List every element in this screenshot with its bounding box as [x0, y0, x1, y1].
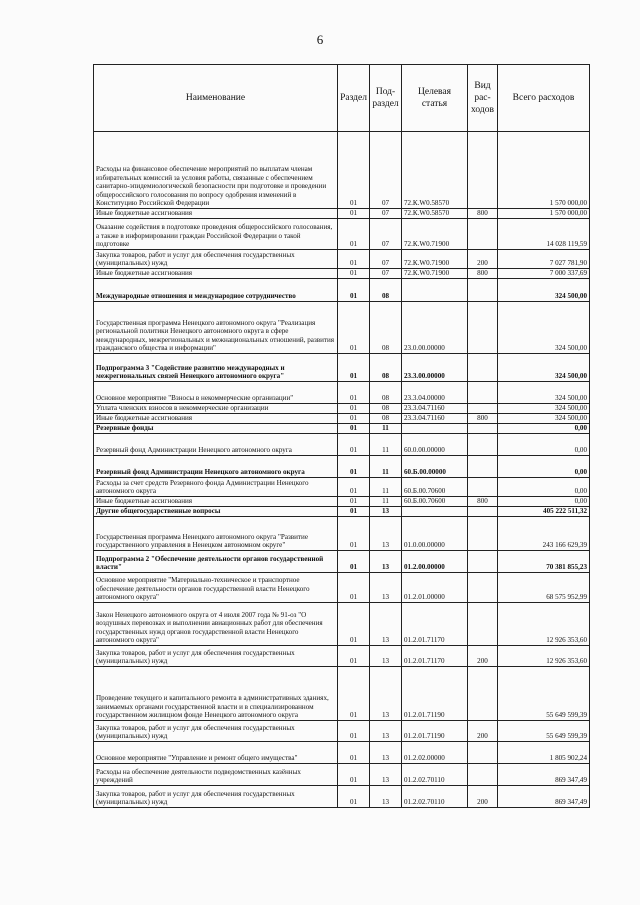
cell-expense-type	[468, 603, 498, 646]
cell-subsection: 13	[370, 603, 402, 646]
header-total	[498, 65, 590, 132]
cell-total: 12 926 353,60	[498, 603, 590, 646]
table-row	[94, 786, 590, 808]
cell-section: 01	[338, 404, 370, 414]
cell-subsection: 13	[370, 551, 402, 573]
cell-section: 01	[338, 279, 370, 302]
cell-expense-type: 200	[468, 786, 498, 808]
table-row	[94, 302, 590, 354]
table-row	[94, 517, 590, 551]
cell-article	[402, 507, 468, 517]
cell-name: Основное мероприятие "Управление и ремонт общего имущества"	[94, 742, 338, 764]
cell-total: 324 500,00	[498, 302, 590, 354]
cell-article: 01.2.01.71170	[402, 603, 468, 646]
cell-article	[402, 279, 468, 302]
cell-subsection: 13	[370, 507, 402, 517]
cell-expense-type: 200	[468, 646, 498, 667]
cell-subsection: 13	[370, 573, 402, 603]
cell-total: 68 575 952,99	[498, 573, 590, 603]
cell-total: 7 000 337,69	[498, 269, 590, 279]
table-row	[94, 667, 590, 721]
cell-total: 55 649 599,39	[498, 667, 590, 721]
cell-subsection: 13	[370, 786, 402, 808]
table-row	[94, 424, 590, 434]
header-section-label: Раздел	[340, 93, 367, 103]
cell-article: 23.3.04.71160	[402, 404, 468, 414]
table-row	[94, 603, 590, 646]
cell-expense-type: 800	[468, 269, 498, 279]
cell-section: 01	[338, 456, 370, 478]
cell-article: 01.2.02.70110	[402, 786, 468, 808]
cell-total: 324 500,00	[498, 354, 590, 382]
cell-article: 60.Б.00.00000	[402, 456, 468, 478]
table-row	[94, 497, 590, 507]
cell-section: 01	[338, 269, 370, 279]
cell-subsection: 11	[370, 478, 402, 497]
cell-subsection: 08	[370, 354, 402, 382]
cell-expense-type	[468, 478, 498, 497]
table-row	[94, 478, 590, 497]
table-row	[94, 551, 590, 573]
cell-expense-type	[468, 517, 498, 551]
cell-section: 01	[338, 302, 370, 354]
cell-name: Основное мероприятие "Материально-техническое и транспортное обеспечение деятельности органов государственной власти Ненецкого автономного округа"	[94, 573, 338, 603]
cell-section: 01	[338, 382, 370, 404]
cell-article: 60.0.00.00000	[402, 434, 468, 456]
cell-subsection: 13	[370, 646, 402, 667]
cell-name: Резервный фонд Администрации Ненецкого автономного округа	[94, 456, 338, 478]
cell-total: 405 222 511,32	[498, 507, 590, 517]
table-row	[94, 354, 590, 382]
cell-section: 01	[338, 573, 370, 603]
cell-article: 72.К.W0.58570	[402, 209, 468, 219]
table-row	[94, 414, 590, 424]
header-name	[94, 65, 338, 132]
cell-article: 01.2.01.00000	[402, 573, 468, 603]
cell-article: 23.3.00.00000	[402, 354, 468, 382]
cell-name: Уплата членских взносов в некоммерческие организации	[94, 404, 338, 414]
cell-section: 01	[338, 424, 370, 434]
cell-article: 60.Б.00.70600	[402, 478, 468, 497]
cell-name: Международные отношения и международное сотрудничество	[94, 279, 338, 302]
cell-section: 01	[338, 721, 370, 742]
cell-name: Закон Ненецкого автономного округа от 4 июля 2007 года № 91-оз "О воздушных перевозках и выполнении авиационных работ для обеспечения государственных нужд органов государственной власти Ненецкого автономного округа"	[94, 603, 338, 646]
table-row	[94, 132, 590, 209]
cell-total: 0,00	[498, 456, 590, 478]
cell-expense-type: 800	[468, 497, 498, 507]
cell-total: 243 166 629,39	[498, 517, 590, 551]
table-row	[94, 742, 590, 764]
cell-total: 55 649 599,39	[498, 721, 590, 742]
cell-subsection: 07	[370, 132, 402, 209]
table-body	[94, 132, 590, 808]
cell-total: 324 500,00	[498, 279, 590, 302]
cell-section: 01	[338, 209, 370, 219]
cell-total: 7 027 781,90	[498, 250, 590, 269]
cell-section: 01	[338, 646, 370, 667]
cell-subsection: 07	[370, 250, 402, 269]
cell-name: Государственная программа Ненецкого автономного округа "Развитие государственного управления в Ненецком автономном округе"	[94, 517, 338, 551]
header-name-label: Наименование	[185, 93, 246, 103]
cell-article: 01.0.00.00000	[402, 517, 468, 551]
cell-expense-type	[468, 279, 498, 302]
header-expense-type	[468, 65, 498, 132]
cell-section: 01	[338, 497, 370, 507]
cell-name: Закупка товаров, работ и услуг для обеспечения государственных (муниципальных) нужд	[94, 721, 338, 742]
cell-section: 01	[338, 603, 370, 646]
cell-total: 0,00	[498, 478, 590, 497]
cell-name: Иные бюджетные ассигнования	[94, 209, 338, 219]
cell-article: 60.Б.00.70600	[402, 497, 468, 507]
cell-expense-type	[468, 507, 498, 517]
cell-subsection: 13	[370, 764, 402, 786]
cell-section: 01	[338, 507, 370, 517]
table-row	[94, 456, 590, 478]
cell-article: 23.0.00.00000	[402, 302, 468, 354]
cell-section: 01	[338, 551, 370, 573]
cell-expense-type	[468, 667, 498, 721]
cell-expense-type	[468, 219, 498, 250]
cell-subsection: 11	[370, 424, 402, 434]
header-expense-type-label: Вид рас- ходов	[471, 81, 494, 115]
cell-total: 1 570 000,00	[498, 132, 590, 209]
cell-name: Другие общегосударственные вопросы	[94, 507, 338, 517]
cell-expense-type: 800	[468, 209, 498, 219]
cell-total: 1 570 000,00	[498, 209, 590, 219]
cell-name: Резервные фонды	[94, 424, 338, 434]
cell-name: Государственная программа Ненецкого автономного округа "Реализация региональной политики Ненецкого автономного округа в сфере международных, межрегиональных и межнациональных отношений, развития гражданского общества и информации"	[94, 302, 338, 354]
cell-name: Расходы за счет средств Резервного фонда Администрации Ненецкого автономного округа	[94, 478, 338, 497]
cell-name: Иные бюджетные ассигнования	[94, 414, 338, 424]
cell-article: 72.К.W0.71900	[402, 219, 468, 250]
cell-name: Подпрограмма 2 "Обеспечение деятельности органов государственной власти"	[94, 551, 338, 573]
cell-name: Закупка товаров, работ и услуг для обеспечения государственных (муниципальных) нужд	[94, 786, 338, 808]
cell-article: 23.3.04.00000	[402, 382, 468, 404]
cell-expense-type	[468, 742, 498, 764]
cell-article: 01.2.01.71190	[402, 667, 468, 721]
cell-total: 12 926 353,60	[498, 646, 590, 667]
cell-total: 324 500,00	[498, 414, 590, 424]
cell-subsection: 08	[370, 404, 402, 414]
cell-subsection: 07	[370, 219, 402, 250]
cell-name: Расходы на финансовое обеспечение мероприятий по выплатам членам избирательных комиссий за условия работы, связанные с обеспечением санитарно-эпидемиологической безопасности при подготовке и проведении общероссийского голосования по вопросу одобрения изменений в Конституцию Российской Федерации	[94, 132, 338, 209]
cell-section: 01	[338, 250, 370, 269]
cell-expense-type	[468, 573, 498, 603]
cell-name: Закупка товаров, работ и услуг для обеспечения государственных (муниципальных) нужд	[94, 250, 338, 269]
cell-expense-type: 200	[468, 250, 498, 269]
cell-article: 72.К.W0.71900	[402, 269, 468, 279]
cell-total: 869 347,49	[498, 764, 590, 786]
table-row	[94, 250, 590, 269]
cell-subsection: 13	[370, 667, 402, 721]
cell-section: 01	[338, 354, 370, 382]
cell-total: 0,00	[498, 424, 590, 434]
table-row	[94, 721, 590, 742]
cell-section: 01	[338, 434, 370, 456]
cell-article: 01.2.01.71190	[402, 721, 468, 742]
table-row	[94, 269, 590, 279]
page-number: 6	[316, 32, 324, 47]
header-subsection	[370, 65, 402, 132]
cell-name: Проведение текущего и капитального ремонта в административных зданиях, занимаемых органами государственной власти и в специализированном государственном жилищном фонде Ненецкого автономного округа	[94, 667, 338, 721]
cell-total: 14 028 119,59	[498, 219, 590, 250]
cell-article: 72.К.W0.58570	[402, 132, 468, 209]
cell-name: Основное мероприятие "Взносы в некоммерческие организации"	[94, 382, 338, 404]
cell-section: 01	[338, 667, 370, 721]
cell-article: 01.2.00.00000	[402, 551, 468, 573]
cell-section: 01	[338, 517, 370, 551]
cell-section: 01	[338, 478, 370, 497]
cell-total: 869 347,49	[498, 786, 590, 808]
cell-subsection: 13	[370, 742, 402, 764]
cell-total: 0,00	[498, 497, 590, 507]
cell-expense-type	[468, 382, 498, 404]
cell-expense-type: 800	[468, 414, 498, 424]
cell-article: 72.К.W0.71900	[402, 250, 468, 269]
cell-subsection: 11	[370, 434, 402, 456]
cell-subsection: 11	[370, 497, 402, 507]
table-row	[94, 279, 590, 302]
cell-expense-type	[468, 456, 498, 478]
cell-section: 01	[338, 786, 370, 808]
header-total-label: Всего расходов	[512, 93, 575, 103]
cell-expense-type	[468, 302, 498, 354]
cell-name: Закупка товаров, работ и услуг для обеспечения государственных (муниципальных) нужд	[94, 646, 338, 667]
table-row	[94, 573, 590, 603]
cell-subsection: 13	[370, 721, 402, 742]
table-row	[94, 646, 590, 667]
cell-total: 324 500,00	[498, 404, 590, 414]
table-row	[94, 434, 590, 456]
cell-article: 01.2.02.00000	[402, 742, 468, 764]
header-article	[402, 65, 468, 132]
table-row	[94, 382, 590, 404]
cell-section: 01	[338, 764, 370, 786]
cell-name: Иные бюджетные ассигнования	[94, 269, 338, 279]
cell-expense-type: 200	[468, 721, 498, 742]
cell-subsection: 07	[370, 209, 402, 219]
cell-section: 01	[338, 742, 370, 764]
cell-subsection: 08	[370, 302, 402, 354]
cell-subsection: 07	[370, 269, 402, 279]
cell-name: Оказание содействия в подготовке проведения общероссийского голосования, а также в информировании граждан Российской Федерации о такой подготовке	[94, 219, 338, 250]
cell-expense-type	[468, 434, 498, 456]
cell-expense-type	[468, 132, 498, 209]
cell-total: 70 381 855,23	[498, 551, 590, 573]
cell-section: 01	[338, 414, 370, 424]
cell-expense-type	[468, 404, 498, 414]
cell-total: 0,00	[498, 434, 590, 456]
table-row	[94, 219, 590, 250]
cell-name: Подпрограмма 3 "Содействие развитию международных и межрегиональных связей Ненецкого автономного округа"	[94, 354, 338, 382]
cell-article: 01.2.02.70110	[402, 764, 468, 786]
cell-subsection: 08	[370, 382, 402, 404]
cell-subsection: 08	[370, 279, 402, 302]
cell-section: 01	[338, 132, 370, 209]
cell-name: Расходы на обеспечение деятельности подведомственных казённых учреждений	[94, 764, 338, 786]
cell-article	[402, 424, 468, 434]
table-row	[94, 764, 590, 786]
expenditure-table	[93, 64, 590, 808]
table-row	[94, 404, 590, 414]
table-header-row	[94, 65, 590, 132]
cell-expense-type	[468, 551, 498, 573]
cell-article: 23.3.04.71160	[402, 414, 468, 424]
cell-total: 324 500,00	[498, 382, 590, 404]
cell-subsection: 08	[370, 414, 402, 424]
header-article-label: Целевая статья	[418, 87, 451, 109]
table-row	[94, 209, 590, 219]
cell-expense-type	[468, 354, 498, 382]
cell-total: 1 805 902,24	[498, 742, 590, 764]
cell-subsection: 13	[370, 517, 402, 551]
cell-section: 01	[338, 219, 370, 250]
cell-article: 01.2.01.71170	[402, 646, 468, 667]
cell-subsection: 11	[370, 456, 402, 478]
header-section	[338, 65, 370, 132]
cell-expense-type	[468, 424, 498, 434]
cell-name: Иные бюджетные ассигнования	[94, 497, 338, 507]
header-subsection-label: Под- раздел	[372, 87, 399, 109]
table-row	[94, 507, 590, 517]
cell-expense-type	[468, 764, 498, 786]
cell-name: Резервный фонд Администрации Ненецкого автономного округа	[94, 434, 338, 456]
